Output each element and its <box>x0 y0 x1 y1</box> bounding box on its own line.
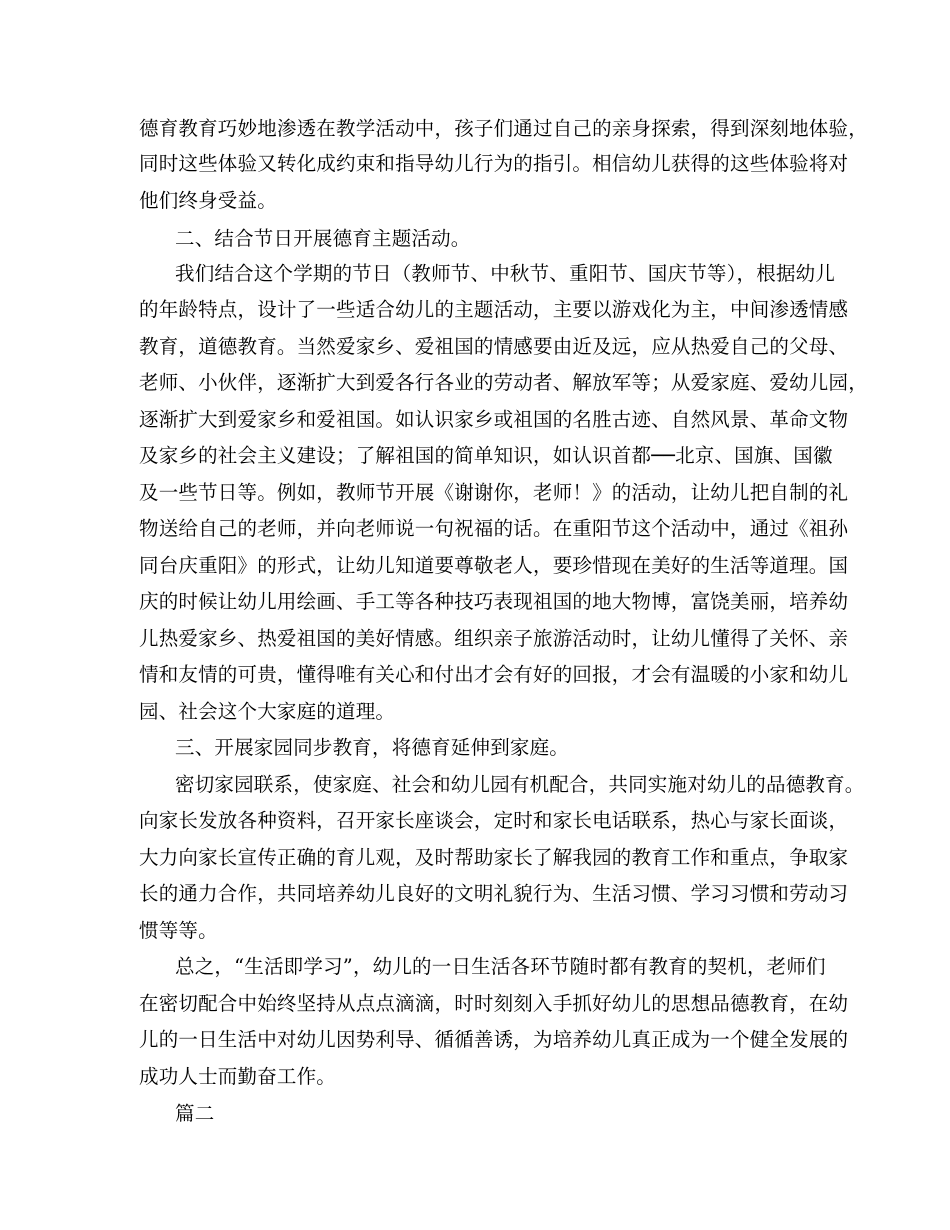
paragraph-line: 及一些节日等。例如，教师节开展《谢谢你，老师！》的活动，让幼儿把自制的礼 <box>139 481 849 504</box>
paragraph-line: 德育教育巧妙地渗透在教学活动中，孩子们通过自己的亲身探索，得到深刻地体验， <box>139 117 868 140</box>
paragraph-line: 惯等等。 <box>139 919 218 942</box>
paragraph-line: 他们终身受益。 <box>139 189 277 212</box>
section-heading: 三、开展家园同步教育，将德育延伸到家庭。 <box>175 736 570 759</box>
section-heading: 二、结合节日开展德育主题活动。 <box>175 227 471 250</box>
paragraph-line: 园、社会这个大家庭的道理。 <box>139 700 396 723</box>
paragraph-line: 同时这些体验又转化成约束和指导幼儿行为的指引。相信幼儿获得的这些体验将对 <box>139 152 849 175</box>
section-heading: 篇二 <box>175 1102 215 1125</box>
paragraph-line: 教育，道德教育。当然爱家乡、爱祖国的情感要由近及远，应从热爱自己的父母、 <box>139 335 849 358</box>
paragraph-line: 及家乡的社会主义建设；了解祖国的简单知识，如认识首都──北京、国旗、国徽 <box>139 444 833 467</box>
paragraph-line: 物送给自己的老师，并向老师说一句祝福的话。在重阳节这个活动中，通过《祖孙 <box>139 517 849 540</box>
paragraph-line: 成功人士而勤奋工作。 <box>139 1065 337 1088</box>
paragraph-line: 密切家园联系，使家庭、社会和幼儿园有机配合，共同实施对幼儿的品德教育。 <box>175 773 865 796</box>
paragraph-line: 情和友情的可贵，懂得唯有关心和付出才会有好的回报，才会有温暖的小家和幼儿 <box>139 663 849 686</box>
paragraph-line: 儿热爱家乡、热爱祖国的美好情感。组织亲子旅游活动时，让幼儿懂得了关怀、亲 <box>139 627 849 650</box>
paragraph-line: 总之，“生活即学习”，幼儿的一日生活各环节随时都有教育的契机，老师们 <box>175 955 826 978</box>
paragraph-line: 同台庆重阳》的形式，让幼儿知道要尊敬老人，要珍惜现在美好的生活等道理。国 <box>139 554 849 577</box>
paragraph-line: 在密切配合中始终坚持从点点滴滴，时时刻刻入手抓好幼儿的思想品德教育，在幼 <box>139 992 849 1015</box>
paragraph-line: 逐渐扩大到爱家乡和爱祖国。如认识家乡或祖国的名胜古迹、自然风景、革命文物 <box>139 408 849 431</box>
paragraph-line: 大力向家长宣传正确的育儿观，及时帮助家长了解我园的教育工作和重点，争取家 <box>139 846 849 869</box>
paragraph-line: 老师、小伙伴，逐渐扩大到爱各行各业的劳动者、解放军等；从爱家庭、爱幼儿园， <box>139 371 868 394</box>
paragraph-line: 我们结合这个学期的节日（教师节、中秋节、重阳节、国庆节等），根据幼儿 <box>175 262 836 285</box>
paragraph-line: 的年龄特点，设计了一些适合幼儿的主题活动，主要以游戏化为主，中间渗透情感 <box>139 298 849 321</box>
paragraph-line: 儿的一日生活中对幼儿因势利导、循循善诱，为培养幼儿真正成为一个健全发展的 <box>139 1028 849 1051</box>
paragraph-line: 庆的时候让幼儿用绘画、手工等各种技巧表现祖国的地大物博，富饶美丽，培养幼 <box>139 590 849 613</box>
paragraph-line: 长的通力合作，共同培养幼儿良好的文明礼貌行为、生活习惯、学习习惯和劳动习 <box>139 882 849 905</box>
paragraph-line: 向家长发放各种资料，召开家长座谈会，定时和家长电话联系，热心与家长面谈， <box>139 809 849 832</box>
